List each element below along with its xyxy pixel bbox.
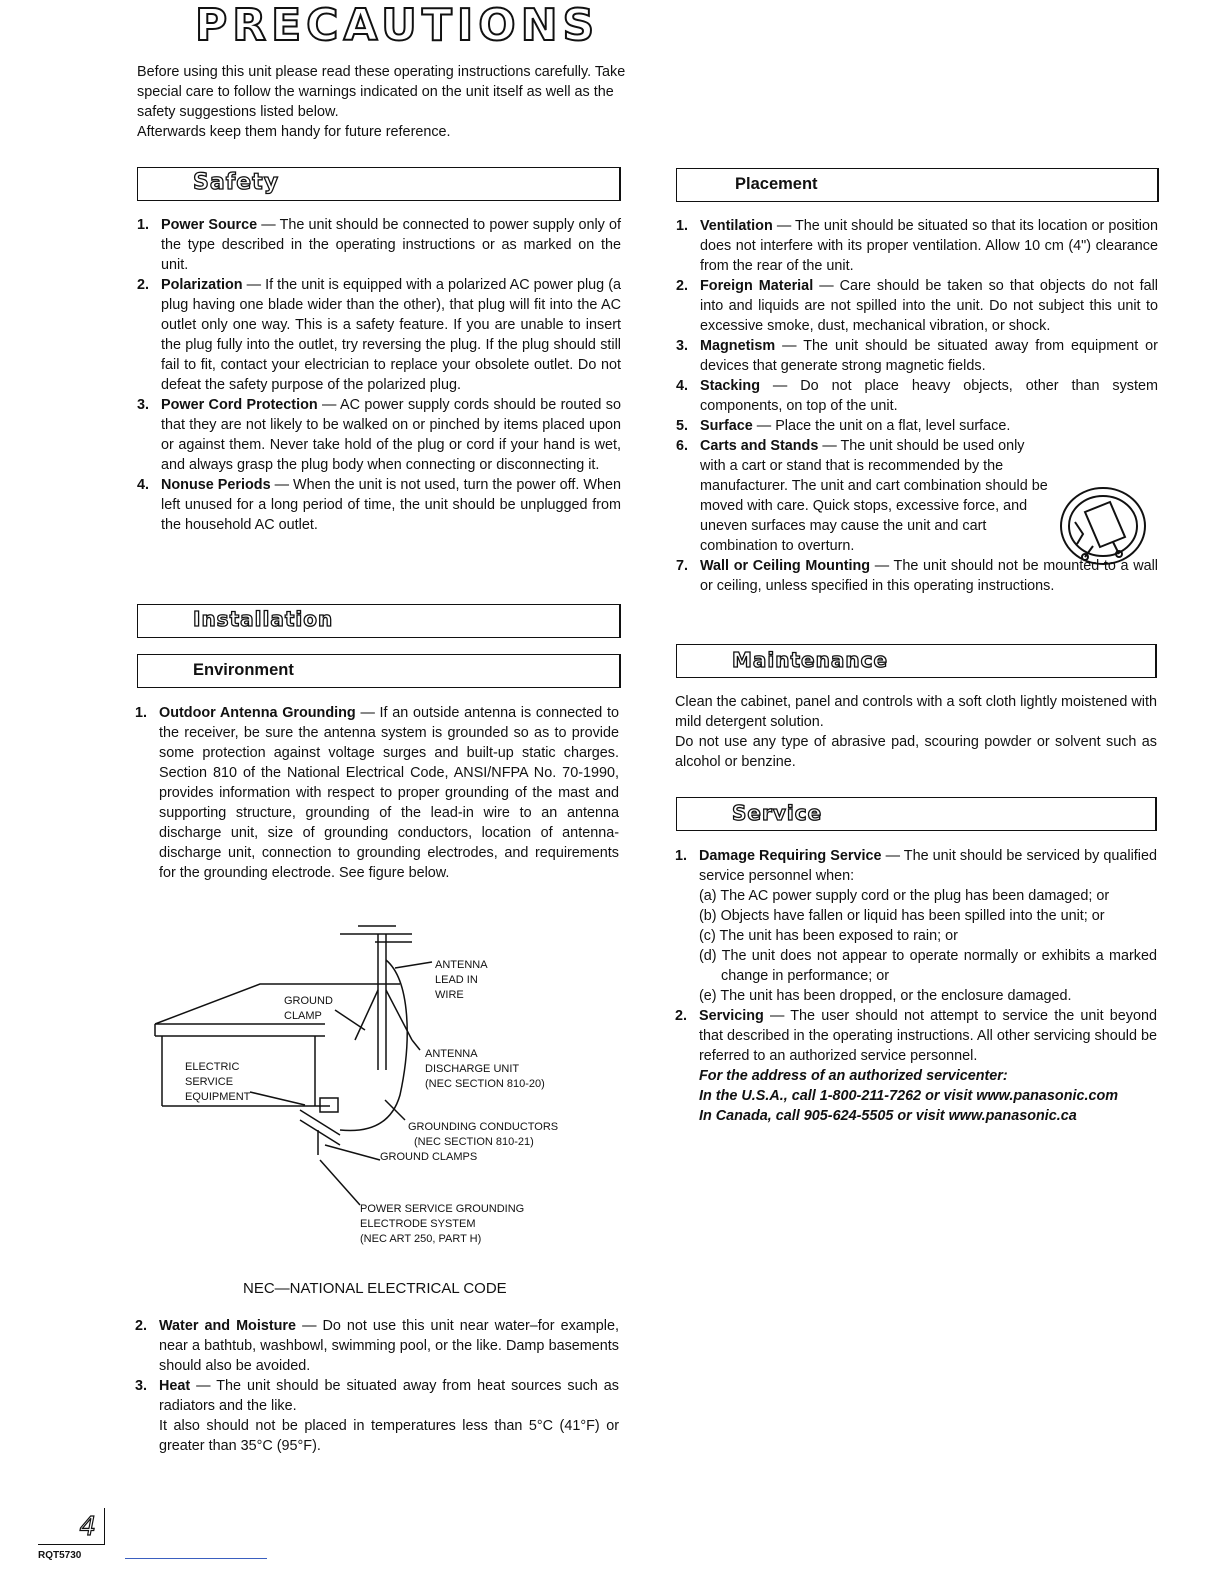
label-power-service-grounding: POWER SERVICE GROUNDING ELECTRODE SYSTEM (NEC ART 250, PART H) <box>360 1203 525 1245</box>
heat-extra-text: It also should not be placed in temperatures less than 5°C (41°F) or greater than 35°C (95°F). <box>159 1418 619 1454</box>
diagram-caption: NEC—NATIONAL ELECTRICAL CODE <box>243 1280 507 1297</box>
installation-list <box>135 703 619 883</box>
service-heading: Service <box>732 801 823 825</box>
list-item: 1. Power Source — The unit should be connected to power supply only of the type described in the operating instructions or as marked on the unit. <box>137 217 621 273</box>
cart-warning-icon <box>1055 482 1151 570</box>
label-grounding-conductors: GROUNDING CONDUCTORS (NEC SECTION 810-21) <box>408 1121 559 1148</box>
installation-heading-box <box>137 604 621 638</box>
list-item: 1. Ventilation — The unit should be situated so that its location or position does not interfere with its proper ventilation. Allow 10 cm (4") clearance from the rear of the unit. <box>676 218 1158 274</box>
placement-heading-box <box>676 168 1159 202</box>
list-item: 7. Wall or Ceiling Mounting — The unit should not be mounted to a wall or ceiling, unless specified in this operating instructions. <box>676 558 1158 594</box>
maintenance-paragraph: Clean the cabinet, panel and controls with a soft cloth lightly moistened with mild detergent solution. <box>675 694 1157 730</box>
list-item: 2. Polarization — If the unit is equipped with a polarized AC power plug (a plug having one blade wider than the other), that plug will fit into the AC outlet only one way. This is a safety feature. If you are unable to insert the plug fully into the outlet, try reversing the plug. If the plug should still fail to fit, contact your electrician to replace your obsolete outlet. Do not defeat the safety purpose of the polarized plug. <box>137 277 622 393</box>
list-item: 6. Carts and Stands — The unit should be used only with a cart or stand that is recommended by the manufacturer. The unit and cart combination should be moved with care. Quick stops, excessive force, and uneven surfaces may cause the unit and cart combination to overturn. <box>676 438 1048 554</box>
label-ground-clamp: GROUND CLAMP <box>284 995 333 1022</box>
service-address-line: In the U.S.A., call 1-800-211-7262 or visit www.panasonic.com <box>699 1088 1119 1104</box>
footer-rule <box>125 1558 267 1559</box>
placement-heading: Placement <box>735 175 818 193</box>
list-item: 1. Damage Requiring Service — The unit should be serviced by qualified service personnel when: (a) The AC power supply cord or the plug has been damaged; or (b) Objects have fallen or liquid has been spilled into the unit; or (c) The unit has been exposed to rain; or (d) The unit does not appear to operate normally or exhibits a marked change in performance; or (e) The unit has been dropped, or the enclosure damaged. <box>675 848 1157 1004</box>
model-code: RQT5730 <box>38 1550 82 1561</box>
intro-paragraph: Before using this unit please read these operating instructions carefully. Take special care to follow the warnings indicated on the unit itself as well as the safety suggestions listed below. <box>137 64 626 120</box>
label-ground-clamps: GROUND CLAMPS <box>380 1151 478 1163</box>
safety-heading: Safety <box>193 170 280 195</box>
environment-heading: Environment <box>193 661 294 679</box>
page-title: PRECAUTIONS <box>195 0 600 51</box>
service-subitem: (d) The unit does not appear to operate normally or exhibits a marked change in performance; or <box>699 948 1157 984</box>
service-subitem: (e) The unit has been dropped, or the enclosure damaged. <box>699 988 1072 1004</box>
list-item: 3. Power Cord Protection — AC power supply cords should be routed so that they are not likely to be walked on or pinched by items placed upon or against them. Never take hold of the plug or cord if your hand is wet, and always grasp the plug body when connecting or disconnecting it. <box>137 397 621 473</box>
environment-heading-box <box>137 654 621 688</box>
page-number-box <box>38 1508 105 1545</box>
list-item: 2. Water and Moisture — Do not use this unit near water–for example, near a bathtub, washbowl, swimming pool, or the like. Damp basements should also be avoided. <box>135 1318 620 1374</box>
service-heading-box <box>676 797 1157 831</box>
service-address-line: In Canada, call 905-624-5505 or visit www.panasonic.ca <box>699 1108 1077 1124</box>
maintenance-heading: Maintenance <box>732 648 889 672</box>
label-electric-service: ELECTRIC SERVICE EQUIPMENT <box>185 1061 251 1103</box>
safety-heading-box <box>137 167 621 201</box>
installation-heading: Installation <box>193 607 334 631</box>
page-number: 4 <box>79 1512 96 1542</box>
label-antenna-lead-in-wire: ANTENNA LEAD IN WIRE <box>435 959 488 1001</box>
service-subitem: (b) Objects have fallen or liquid has been spilled into the unit; or <box>699 908 1105 924</box>
list-item: 4. Nonuse Periods — When the unit is not used, turn the power off. When left unused for a long period of time, the unit should be unplugged from the household AC outlet. <box>137 477 621 533</box>
maintenance-heading-box <box>676 644 1157 678</box>
list-item: 1. Outdoor Antenna Grounding — If an outside antenna is connected to the receiver, be sure the antenna system is grounded so as to provide some protection against voltage surges and built-up static charges. Section 810 of the National Electrical Code, ANSI/NFPA No. 70-1990, provides information with respect to proper grounding of the mast and supporting structure, grounding of the lead-in wire to an antenna discharge unit, size of grounding conductors, location of antenna-discharge unit, connection to grounding electrodes, and requirements for the grounding electrode. See figure below. <box>135 705 620 881</box>
intro-paragraph: Afterwards keep them handy for future reference. <box>137 124 451 140</box>
maintenance-text <box>675 692 1157 772</box>
service-subitem: (a) The AC power supply cord or the plug has been damaged; or <box>699 888 1110 904</box>
list-item: 4. Stacking — Do not place heavy objects, other than system components, on top of the unit. <box>676 378 1158 414</box>
list-item: 3. Heat — The unit should be situated away from heat sources such as radiators and the like. It also should not be placed in temperatures less than 5°C (41°F) or greater than 35°C (95°F). <box>135 1378 619 1454</box>
list-item: 2. Foreign Material — Care should be taken so that objects do not fall into and liquids are not spilled into the unit. Do not subject this unit to excessive smoke, dust, mechanical vibration, or shock. <box>676 278 1158 334</box>
label-discharge-unit: ANTENNA DISCHARGE UNIT (NEC SECTION 810-20) <box>425 1048 545 1090</box>
intro-text <box>137 62 627 142</box>
list-item: 3. Magnetism — The unit should be situated away from equipment or devices that generate strong magnetic fields. <box>676 338 1158 374</box>
list-item: 5. Surface — Place the unit on a flat, level surface. <box>676 418 1011 434</box>
service-subitem: (c) The unit has been exposed to rain; or <box>699 928 958 944</box>
installation-list-more <box>135 1316 619 1456</box>
service-address-line: For the address of an authorized servicenter: <box>699 1068 1008 1084</box>
list-item: 2. Servicing — The user should not attempt to service the unit beyond that described in the operating instructions. All other servicing should be referred to an authorized service personnel. For the address of an authorized servicenter: In the U.S.A., call 1-800-211-7262 or visit www.panasonic.com In Canada, call 905-624-5505 or visit www.panasonic.ca <box>675 1008 1157 1124</box>
antenna-grounding-diagram <box>150 920 600 1260</box>
safety-list <box>137 215 621 535</box>
service-list <box>675 846 1157 1126</box>
maintenance-paragraph: Do not use any type of abrasive pad, scouring powder or solvent such as alcohol or benzine. <box>675 734 1157 770</box>
